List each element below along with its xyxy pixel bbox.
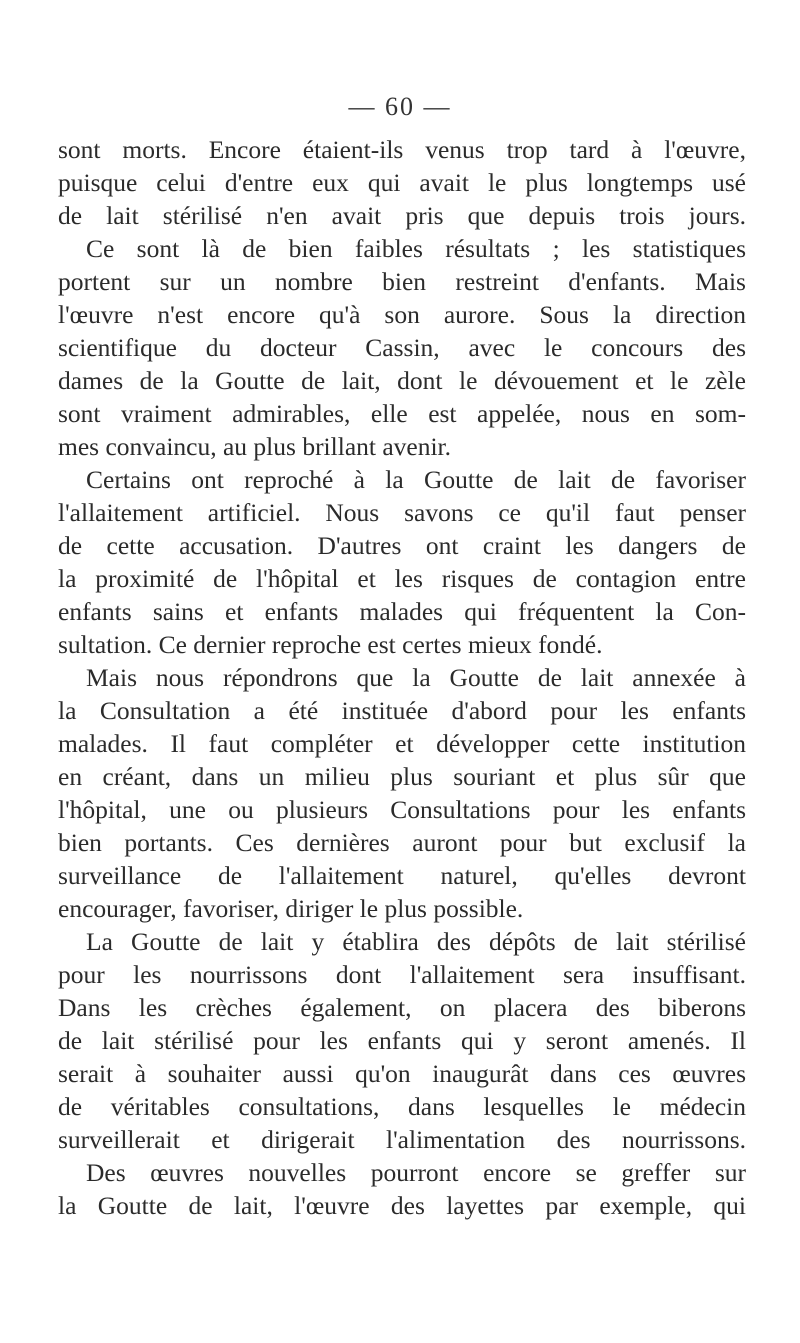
text-line: de cette accusation. D'autres ont craint les dangers de (58, 531, 746, 560)
page-number: — 60 — (348, 92, 452, 121)
text-line: l'allaitement artificiel. Nous savons ce qu'il faut penser (58, 498, 746, 527)
text-line: en créant, dans un milieu plus souriant et plus sûr que (58, 762, 746, 791)
text-line: scientifique du docteur Cassin, avec le concours des (58, 333, 746, 362)
text-line: enfants sains et enfants malades qui fréquentent la Con- (58, 597, 746, 626)
text-line: surveillerait et dirigerait l'alimentation des nourrissons. (58, 1125, 746, 1154)
body-text (58, 133, 746, 1222)
text-line: la Consultation a été instituée d'abord pour les enfants (58, 696, 746, 725)
text-line: la Goutte de lait, l'œuvre des layettes par exemple, qui (58, 1191, 746, 1220)
text-line: Dans les crèches également, on placera des biberons (58, 993, 746, 1022)
text-line: sont morts. Encore étaient-ils venus trop tard à l'œuvre, (58, 135, 746, 164)
text-line: mes convaincu, au plus brillant avenir. (58, 432, 452, 461)
text-line: de lait stérilisé pour les enfants qui y seront amenés. Il (58, 1026, 746, 1055)
text-line: sultation. Ce dernier reproche est certes mieux fondé. (58, 630, 603, 659)
text-line: Ce sont là de bien faibles résultats ; les statistiques (86, 234, 746, 263)
text-line: pour les nourrissons dont l'allaitement sera insuffisant. (58, 960, 746, 989)
text-line: bien portants. Ces dernières auront pour but exclusif la (58, 828, 746, 857)
text-line: portent sur un nombre bien restreint d'enfants. Mais (58, 267, 746, 296)
text-line: serait à souhaiter aussi qu'on inaugurât dans ces œuvres (58, 1059, 746, 1088)
text-line: Certains ont reproché à la Goutte de lait de favoriser (86, 465, 746, 494)
text-line: l'œuvre n'est encore qu'à son aurore. Sous la direction (58, 300, 746, 329)
text-line: surveillance de l'allaitement naturel, qu'elles devront (58, 861, 746, 890)
text-line: encourager, favoriser, diriger le plus possible. (58, 894, 524, 923)
text-line: Mais nous répondrons que la Goutte de lait annexée à (86, 663, 746, 692)
text-line: de lait stérilisé n'en avait pris que depuis trois jours. (58, 201, 746, 230)
text-line: dames de la Goutte de lait, dont le dévouement et le zèle (58, 366, 746, 395)
text-line: Des œuvres nouvelles pourront encore se greffer sur (86, 1158, 746, 1187)
text-line: La Goutte de lait y établira des dépôts de lait stérilisé (86, 927, 746, 956)
text-line: la proximité de l'hôpital et les risques de contagion entre (58, 564, 746, 593)
text-line: de véritables consultations, dans lesquelles le médecin (58, 1092, 746, 1121)
text-line: sont vraiment admirables, elle est appelée, nous en som- (58, 399, 746, 428)
text-line: malades. Il faut compléter et développer cette institution (58, 729, 746, 758)
text-line: l'hôpital, une ou plusieurs Consultations pour les enfants (58, 795, 746, 824)
text-line: puisque celui d'entre eux qui avait le plus longtemps usé (58, 168, 746, 197)
